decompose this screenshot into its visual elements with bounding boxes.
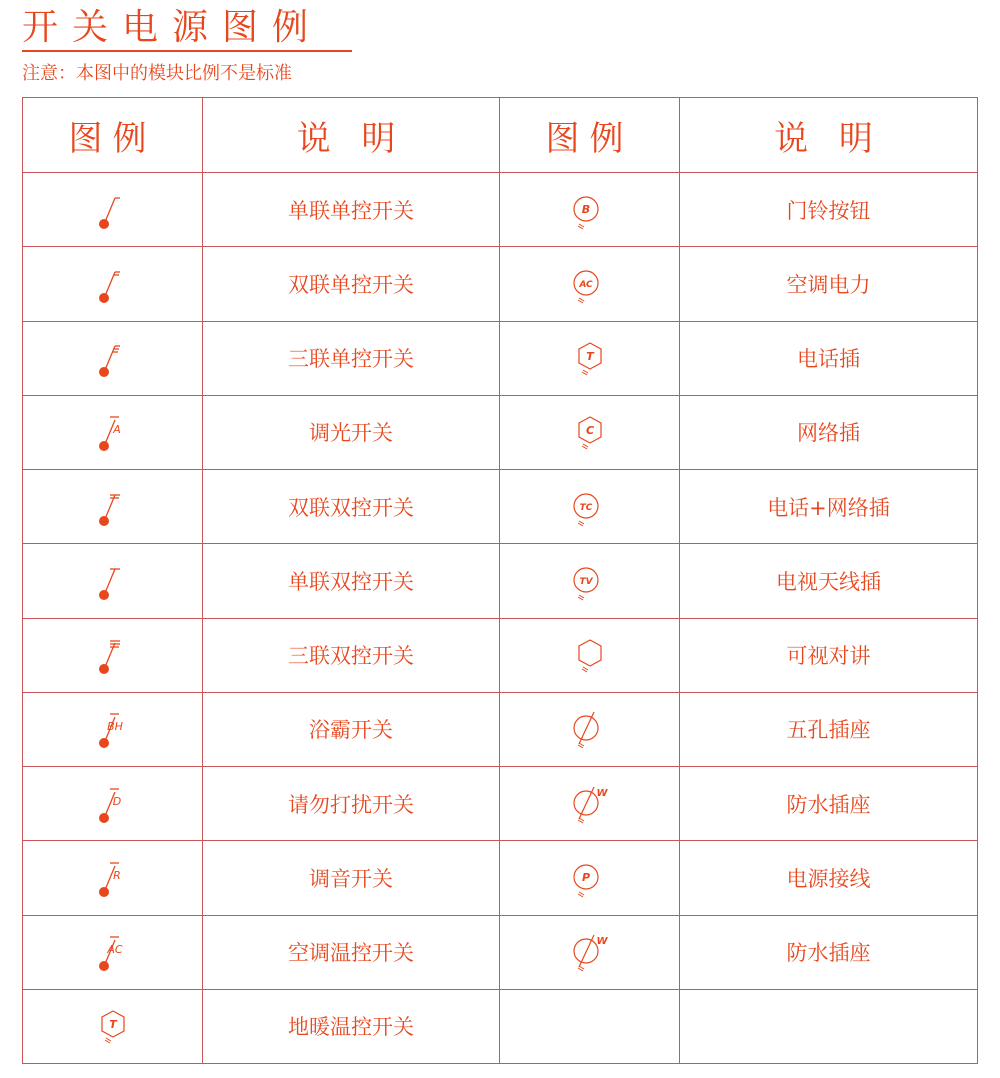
svg-text:TV: TV — [578, 576, 593, 587]
svg-text:T: T — [108, 1018, 117, 1032]
legend-description: 电话+网络插 — [680, 470, 978, 544]
dimmer-switch-icon — [23, 395, 203, 469]
empty-description-cell — [680, 989, 978, 1063]
legend-description: 调音开关 — [203, 841, 500, 915]
table-row — [23, 841, 978, 915]
svg-text:BH: BH — [106, 720, 123, 734]
network-socket-icon — [500, 395, 680, 469]
legend-description: 网络插 — [680, 395, 978, 469]
doorbell-button-icon — [500, 173, 680, 247]
legend-description: 单联双控开关 — [203, 544, 500, 618]
svg-text:AC: AC — [578, 279, 593, 290]
legend-description: 电视天线插 — [680, 544, 978, 618]
svg-text:T: T — [585, 350, 594, 364]
legend-description: 双联单控开关 — [203, 247, 500, 321]
switch-triple-gang-single-control-icon — [23, 321, 203, 395]
volume-switch-icon — [23, 841, 203, 915]
legend-description: 双联双控开关 — [203, 470, 500, 544]
legend-description: 门铃按钮 — [680, 173, 978, 247]
table-row — [23, 618, 978, 692]
svg-text:D: D — [112, 794, 121, 808]
power-wiring-icon — [500, 841, 680, 915]
table-row — [23, 544, 978, 618]
svg-text:A: A — [112, 423, 121, 437]
switch-single-gang-double-control-icon — [23, 544, 203, 618]
floor-heating-thermostat-icon — [23, 989, 203, 1063]
legend-description: 五孔插座 — [680, 692, 978, 766]
legend-description: 电话插 — [680, 321, 978, 395]
legend-description: 请勿打扰开关 — [203, 767, 500, 841]
tv-antenna-socket-icon — [500, 544, 680, 618]
legend-description: 电源接线 — [680, 841, 978, 915]
switch-triple-gang-double-control-icon — [23, 618, 203, 692]
svg-text:W: W — [595, 787, 608, 799]
table-row — [23, 692, 978, 766]
table-row — [23, 173, 978, 247]
table-row — [23, 989, 978, 1063]
scale-note: 注意：本图中的模块比例不是标准 — [22, 63, 292, 84]
title-underline — [22, 50, 352, 52]
legend-description: 可视对讲 — [680, 618, 978, 692]
svg-text:AC: AC — [106, 943, 123, 957]
svg-text:P: P — [581, 870, 590, 884]
legend-description: 地暖温控开关 — [203, 989, 500, 1063]
telephone-socket-icon — [500, 321, 680, 395]
legend-description: 调光开关 — [203, 395, 500, 469]
legend-description: 浴霸开关 — [203, 692, 500, 766]
legend-description: 空调温控开关 — [203, 915, 500, 989]
header-row — [23, 98, 978, 173]
legend-description: 防水插座 — [680, 915, 978, 989]
switch-double-gang-single-control-icon — [23, 247, 203, 321]
table-row — [23, 767, 978, 841]
legend-description: 空调电力 — [680, 247, 978, 321]
svg-text:W: W — [595, 936, 608, 948]
legend-description: 单联单控开关 — [203, 173, 500, 247]
ac-power-icon — [500, 247, 680, 321]
table-row — [23, 247, 978, 321]
switch-single-gang-single-control-icon — [23, 173, 203, 247]
legend-description: 三联双控开关 — [203, 618, 500, 692]
svg-text:R: R — [112, 868, 121, 882]
table-row — [23, 915, 978, 989]
header-symbol-left: 图例 — [23, 98, 203, 173]
telephone-network-socket-icon — [500, 470, 680, 544]
five-hole-socket-icon — [500, 692, 680, 766]
table-row — [23, 321, 978, 395]
header-description-right: 说 明 — [680, 98, 978, 173]
legend-table — [22, 97, 978, 1064]
header-description-left: 说 明 — [203, 98, 500, 173]
legend-description: 三联单控开关 — [203, 321, 500, 395]
page-title: 开关电源图例 — [22, 7, 323, 48]
table-row — [23, 395, 978, 469]
legend-description: 防水插座 — [680, 767, 978, 841]
ac-thermostat-switch-icon — [23, 915, 203, 989]
waterproof-socket-icon — [500, 767, 680, 841]
switch-double-gang-double-control-icon — [23, 470, 203, 544]
svg-text:B: B — [581, 202, 590, 216]
svg-text:TC: TC — [579, 502, 592, 513]
table-row — [23, 470, 978, 544]
svg-text:C: C — [585, 424, 594, 438]
waterproof-socket-icon — [500, 915, 680, 989]
video-intercom-icon — [500, 618, 680, 692]
header-symbol-right: 图例 — [500, 98, 680, 173]
empty-symbol-cell — [500, 989, 680, 1063]
do-not-disturb-switch-icon — [23, 767, 203, 841]
bath-heater-switch-icon — [23, 692, 203, 766]
